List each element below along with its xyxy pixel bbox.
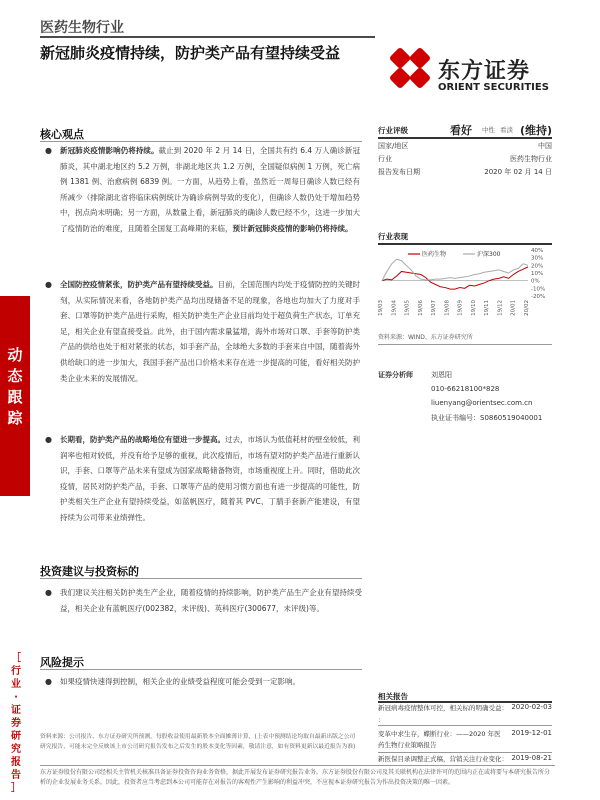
analyst-email[interactable]: liuenyang@orientsec.com.cn bbox=[431, 399, 533, 407]
bullet-dot: ● bbox=[45, 280, 52, 289]
x-tick-label: 19/05 bbox=[404, 300, 411, 316]
y-tick-label: 40% bbox=[531, 248, 544, 254]
y-tick-label: 10% bbox=[531, 271, 544, 277]
industry-label: 医药生物行业 bbox=[40, 20, 124, 36]
info-row-industry: 行业 医药生物行业 bbox=[378, 155, 552, 163]
info-row-country: 国家/地区 中国 bbox=[378, 142, 552, 150]
x-tick-label: 19/11 bbox=[484, 300, 491, 316]
chart-divider bbox=[378, 243, 552, 245]
risk-bullet bbox=[45, 674, 362, 690]
x-tick-label: 20/02 bbox=[524, 300, 530, 316]
header-divider bbox=[40, 36, 375, 38]
sidebar-vertical-label: ［ 行 业 · 证 券 研 究 报 告 ］ bbox=[11, 653, 21, 794]
related-sep bbox=[378, 752, 552, 753]
rating-label: 行业评级 bbox=[378, 126, 408, 135]
bullet-body: 过去，市场认为低值耗材的壁垒较低，利润率也相对较低，并没有给予足够的重视，此次疫情后，市场有望对防护类产品进行重新认识，手套、口罩等产品未来有望成为国家战略储备物资，市场重视度上升。同时，借助此次疫情，居民对防护类产品，手套、口罩等产品的使用习惯方面也有进一步提高的可能性，防护类相关生产企业有望持续受益，如蓝帆医疗，随着其 PVC、丁腈手套新产能建设，有望持续为公司带来业绩弹性。 bbox=[60, 435, 360, 522]
core-title: 核心观点 bbox=[40, 128, 84, 141]
footer-divider bbox=[40, 765, 555, 766]
invest-text: 我们建议关注相关防护类生产企业，随着疫情的持续影响，防护类产品生产企业有望持续受益，相关企业有蓝帆医疗(002382，未评级)、英科医疗(300677，未评级)等。 bbox=[60, 588, 362, 613]
bullet-body: 目前，全国范围内均处于疫情防控的关键时刻，从实际情况来看，各地防护类产品均出现储备不足的现象，各地也均加大了力度对手套、口罩等防护类产品进行采购，相关防护类生产企业目前均处于超负荷生产状态，订单充足，相关企业有望直接受益。此外，由于国内需求量猛增，海外市场对口罩、手套等防护类产品的供给也处于相对紧张的状态，如手套产品，全球绝大多数的手套来自中国，随着海外供给缺口的进一步加大，我国手套产品出口价格未来存在进一步提高的可能，看好相关防护类企业未来的发展情况。 bbox=[60, 280, 360, 383]
rating-divider bbox=[378, 137, 552, 139]
rating-value: 看好 bbox=[450, 124, 472, 137]
x-tick-label: 19/06 bbox=[417, 300, 424, 316]
bullet-lead: 长期看，防护类产品的战略地位有望进一步提高。 bbox=[60, 435, 225, 444]
analyst-divider-top bbox=[378, 344, 552, 345]
x-tick-label: 19/10 bbox=[470, 300, 477, 316]
rating-row bbox=[378, 124, 552, 136]
risk-title: 风险提示 bbox=[40, 656, 84, 669]
bullet-dot: ● bbox=[45, 588, 52, 597]
y-tick-label: 20% bbox=[531, 263, 544, 270]
y-tick-label: 0% bbox=[531, 278, 540, 285]
core-bullet-1 bbox=[45, 143, 360, 237]
x-tick-label: 19/12 bbox=[497, 300, 504, 316]
bullet-lead: 全国防控疫情紧张，防护类产品有望持续受益。 bbox=[60, 280, 218, 289]
invest-divider bbox=[40, 578, 362, 579]
bullet-body: 截止到 2020 年 2 月 14 日，全国共有约 6.4 万人确诊新冠肺炎，其中湖北地区约 5.2 万例，非湖北地区共 1.2 万例，全国疑似病例 1 万例，死亡病例 1381 例、治愈病例 6839 例。一方面，从趋势上看，虽然近一周每日确诊人数已经有所减少（排除湖北省将临床病例统计为确诊病例导致的变化），但确诊人数仍处于增加趋势中，拐点尚未明确；另一方面，从数量上看，新冠肺炎的确诊人数已经不少，这进一步加大了疫情防治的难度，且随着全国复工高峰期的来临， bbox=[60, 146, 360, 233]
chart-source: 资料来源：WIND、东方证券研究所 bbox=[378, 334, 473, 341]
related-item[interactable]: 新医保目录调整正式稿，营销关注行业变化： 2019-08-21 bbox=[378, 754, 552, 763]
rating-neutral: 中性 bbox=[482, 126, 495, 134]
logo-en-text: ORIENT SECURITIES bbox=[438, 82, 549, 93]
y-tick-label: 30% bbox=[531, 255, 544, 262]
rating-status: (维持) bbox=[519, 124, 552, 137]
bullet-dot: ● bbox=[45, 677, 52, 686]
analyst-label: 证券分析师 bbox=[378, 371, 413, 379]
analyst-block bbox=[378, 370, 552, 420]
bullet-dot: ● bbox=[45, 435, 52, 444]
invest-bullet bbox=[45, 585, 362, 616]
chart-title: 行业表现 bbox=[378, 232, 408, 241]
industry-performance-chart bbox=[378, 246, 556, 326]
analyst-phone: 010-66218100*828 bbox=[431, 385, 500, 393]
sidebar-label: 动 态 跟 踪 bbox=[7, 346, 23, 427]
rating-negative: 看淡 bbox=[500, 126, 513, 134]
x-tick-label: 19/08 bbox=[444, 300, 451, 316]
x-tick-label: 19/07 bbox=[431, 300, 438, 316]
core-divider bbox=[40, 141, 362, 142]
x-tick-label: 20/01 bbox=[510, 300, 517, 316]
logo-cn-text: 东方证券 bbox=[438, 59, 531, 84]
related-item[interactable]: 新冠病毒疫情整体可控，相关标的明确受益： 2020-02-03 bbox=[378, 703, 552, 712]
footer-text: 东方证券股份有限公司经相关主管机关核准具备证券投资咨询业务资格，据此开展发布证券研究报告业务。东方证券股份有限公司及其关联机构在法律许可的范围内正在或将要与本研究报告所分析的企业发展业务关系。因此，投资者应当考虑到本公司可能存在对报告的客观性产生影响的利益冲突，不应视本证券研究报告为作出投资决策的唯一因素。 bbox=[40, 769, 551, 786]
analyst-cert: 执业证书编号：S0860519040001 bbox=[431, 414, 543, 422]
related-title: 相关报告 bbox=[378, 692, 408, 701]
related-sep bbox=[378, 725, 552, 726]
info-row-date: 报告发布日期 2020 年 02 月 14 日 bbox=[378, 168, 552, 176]
legend-label: 医药生物 bbox=[422, 251, 447, 258]
x-tick-label: 19/04 bbox=[391, 300, 398, 316]
report-title: 新冠肺炎疫情持续，防护类产品有望持续受益 bbox=[40, 44, 341, 62]
invest-title: 投资建议与投资标的 bbox=[40, 565, 139, 578]
risk-text: 如果疫情快速得到控制，相关企业的业绩受益程度可能会受到一定影响。 bbox=[60, 677, 300, 686]
legend-label: 沪深300 bbox=[477, 251, 501, 258]
orient-securities-logo-icon bbox=[384, 42, 436, 94]
rating-info bbox=[378, 141, 552, 181]
risk-divider bbox=[40, 669, 362, 670]
related-item-tail: ： bbox=[378, 716, 385, 724]
bullet-lead: 新冠肺炎疫情影响仍将持续。 bbox=[60, 146, 159, 155]
bullet-dot: ● bbox=[45, 146, 52, 155]
bullet-tail: 预计新冠肺炎疫情的影响仍将持续。 bbox=[232, 223, 353, 233]
y-tick-label: -20% bbox=[531, 294, 546, 300]
core-bullet-2 bbox=[45, 277, 360, 386]
x-tick-label: 19/03 bbox=[378, 300, 384, 316]
y-tick-label: -10% bbox=[531, 286, 546, 293]
disclaimer-text: 资料来源：公司报告、东方证券研究所预测，每股收益使用最新股本全面摊薄计算，(上表中预测结论均取自最新出版之公司研究报告，可能未完全反映该上市公司研究报告发布之后发生的股本变化等因素，敬请注意，如有资料更新以最近报告为准) bbox=[40, 734, 356, 750]
x-tick-label: 19/09 bbox=[457, 300, 464, 316]
analyst-name: 刘恩阳 bbox=[431, 371, 452, 379]
related-item[interactable]: 变革中求生存，蝶断行业：——2020 年医药生物行业策略报告 2019-12-01 bbox=[378, 729, 552, 749]
core-bullet-3 bbox=[45, 432, 360, 526]
